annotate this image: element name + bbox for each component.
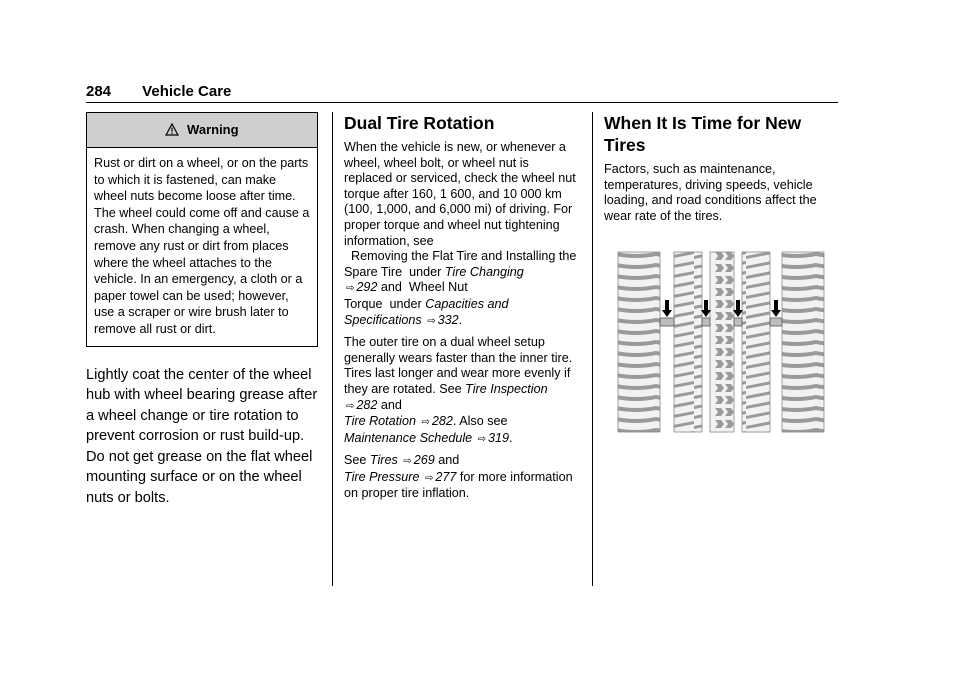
page-ref-arrow-icon: ⇨ bbox=[421, 417, 430, 429]
p2-also: Also see bbox=[459, 414, 508, 429]
tire-tread bbox=[618, 252, 824, 432]
ref-tire-rotation[interactable]: Tire Rotation bbox=[344, 414, 416, 429]
page-ref-277[interactable]: 277 bbox=[435, 469, 457, 484]
p3-and: and bbox=[438, 453, 460, 468]
page-ref-292[interactable]: 292 bbox=[356, 280, 378, 295]
section-title: Vehicle Care bbox=[142, 83, 232, 100]
warning-text: Rust or dirt on a wheel, or on the parts to which it is fastened, can make wheel nuts become loose after time. The wheel could come off and cause a crash. When changing a wheel, remove any rust or dirt from places where the wheel attaches to the vehicle. In an emergency, a cloth or a paper towel can be used; however, use a scraper or wire brush later to remove all rust or dirt. bbox=[94, 156, 310, 336]
p3-see: See bbox=[344, 453, 367, 468]
hub-grease-text: Lightly coat the center of the wheel hub with wheel bearing grease after a wheel change or tire rotation to prevent corrosion or rust build-up. Do not get grease on the flat wheel mounting surface or on the wheel nuts or bolts. bbox=[86, 366, 318, 506]
ref-tires[interactable]: Tires bbox=[369, 453, 398, 468]
warning-box bbox=[86, 112, 318, 347]
column-middle bbox=[344, 112, 580, 508]
dual-rotation-paragraph-1: When the vehicle is new, or whenever a wheel, wheel bolt, or wheel nut is replaced or serviced, check the wheel nut torque after 160, 1 600, and 10 000 km (100, 1,000, and 6,000 mi) of driving. For proper torque and wheel nut tightening information, see Removing the Flat Tire and Installing the Spare Tire under Tire Changing ⇨ 292 and Wheel Nut Torque under Capacities and Specifications ⇨ 332. bbox=[344, 140, 577, 327]
p1-quote-1: Removing the Flat Tire and Installing the Spare Tire under bbox=[344, 249, 577, 279]
dual-tire-rotation-heading: Dual Tire Rotation bbox=[344, 113, 495, 133]
page-ref-arrow-icon: ⇨ bbox=[403, 456, 412, 468]
page-ref-arrow-icon: ⇨ bbox=[424, 472, 434, 484]
dual-rotation-paragraph-2: The outer tire on a dual wheel setup generally wears faster than the inner tire. Tires last longer and wear more evenly if they are rotated. See Tire Inspection ⇨ 282 and Tire Rotation ⇨ 282. Also see Maintenance Schedule ⇨ 319. bbox=[344, 335, 573, 445]
page-ref-269[interactable]: 269 bbox=[413, 453, 435, 468]
page-ref-319[interactable]: 319 bbox=[488, 430, 510, 445]
page-ref-arrow-icon: ⇨ bbox=[346, 283, 355, 295]
column-divider bbox=[332, 112, 333, 586]
warning-triangle-icon bbox=[165, 123, 179, 136]
page-ref-332[interactable]: 332 bbox=[437, 312, 459, 327]
ref-tire-pressure[interactable]: Tire Pressure bbox=[344, 469, 420, 484]
ref-maintenance-schedule[interactable]: Maintenance Schedule bbox=[344, 430, 473, 445]
column-divider bbox=[592, 112, 593, 586]
p2-and: and bbox=[380, 397, 402, 412]
page-ref-arrow-icon: ⇨ bbox=[346, 400, 355, 412]
tread-wear-indicator-illustration bbox=[616, 250, 826, 434]
dual-rotation-paragraph-3 bbox=[344, 453, 580, 502]
new-tires-heading: When It Is Time for New Tires bbox=[604, 113, 802, 155]
page-header bbox=[86, 84, 838, 103]
page-number: 284 bbox=[86, 83, 112, 100]
page-ref-arrow-icon: ⇨ bbox=[477, 433, 487, 445]
page-ref-282a[interactable]: 282 bbox=[356, 397, 378, 412]
warning-header bbox=[87, 113, 317, 148]
p3-tail: for more information on proper tire inflation. bbox=[344, 469, 573, 501]
page-ref-282b[interactable]: 282 bbox=[431, 414, 453, 429]
page-ref-arrow-icon: ⇨ bbox=[427, 315, 436, 327]
column-left bbox=[86, 112, 318, 508]
new-tires-text: Factors, such as maintenance, temperatures, driving speeds, vehicle loading, and road conditions affect the wear rate of the tires. bbox=[604, 162, 817, 223]
warning-title: Warning bbox=[187, 122, 239, 137]
column-right bbox=[604, 112, 840, 439]
p1-intro: When the vehicle is new, or whenever a wheel, wheel bolt, or wheel nut is replaced or serviced, check the wheel nut torque after 160, 1 600, and 10 000 km (100, 1,000, and 6,000 mi) of driving. For proper torque and wheel nut tightening information, see bbox=[344, 140, 576, 248]
ref-tire-changing[interactable]: Tire Changing bbox=[444, 264, 524, 279]
ref-tire-inspection[interactable]: Tire Inspection bbox=[465, 381, 548, 396]
p1-quote-2: and Wheel Nut Torque under bbox=[344, 280, 468, 311]
ref-capacities[interactable]: Capacities and Specifications bbox=[344, 296, 509, 327]
p2-text: The outer tire on a dual wheel setup generally wears faster than the inner tire. Tires last longer and wear more evenly if they are rotated. See bbox=[344, 335, 573, 396]
